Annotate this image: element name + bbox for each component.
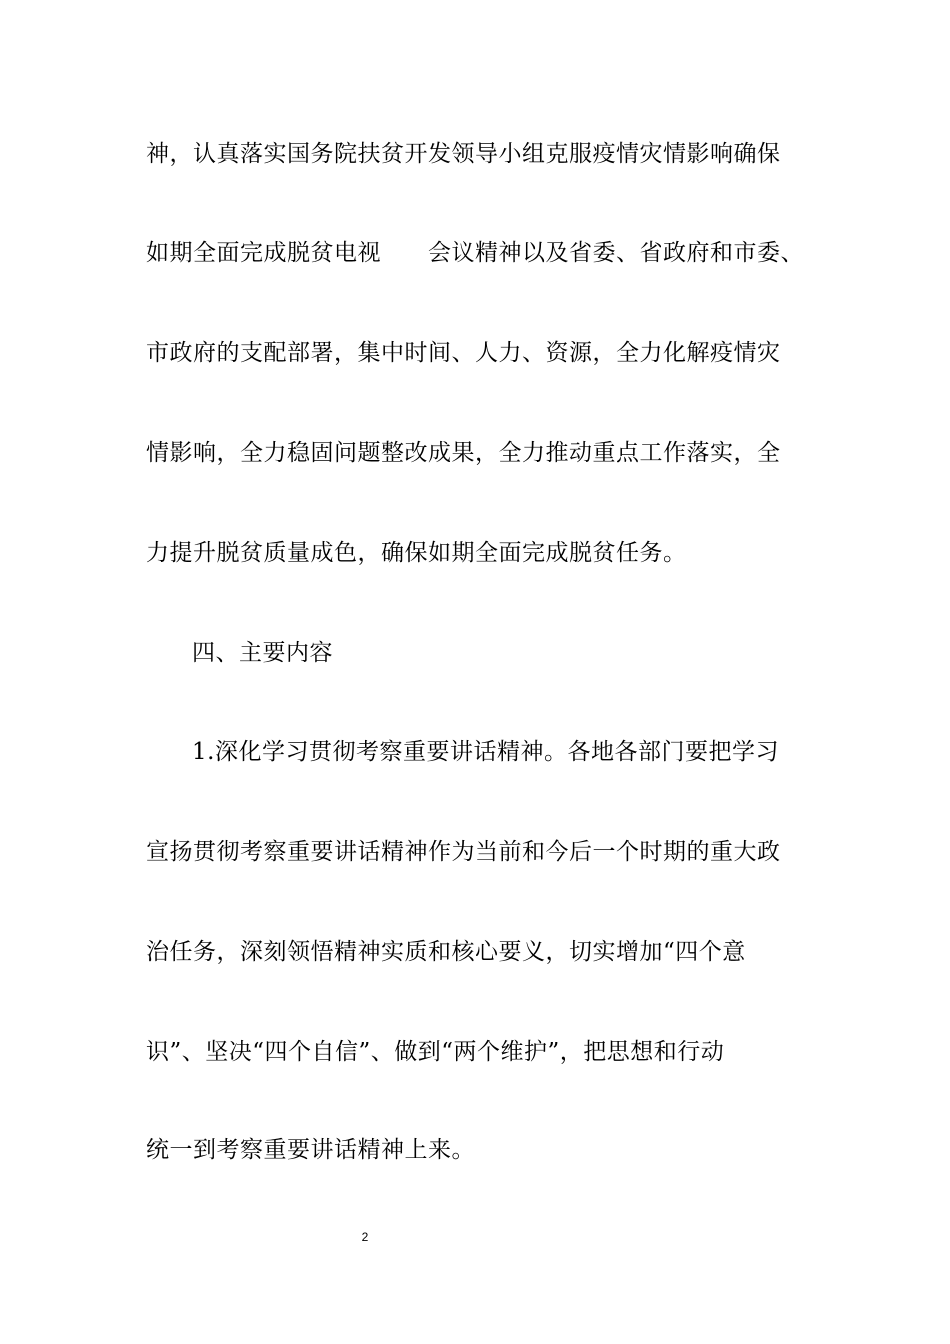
body-text-line: 情影响，全力稳固问题整改成果，全力推动重点工作落实，全 (146, 440, 781, 466)
body-text-line: 统一到考察重要讲话精神上来。 (146, 1137, 475, 1163)
page-number: 2 (361, 1230, 369, 1244)
section-heading: 四、主要内容 (192, 640, 333, 666)
body-text-line: 如期全面完成脱贫电视 会议精神以及省委、省政府和市委、 (146, 240, 804, 266)
body-text-line: 市政府的支配部署，集中时间、人力、资源，全力化解疫情灾 (146, 340, 781, 366)
body-text-line: 力提升脱贫质量成色，确保如期全面完成脱贫任务。 (146, 540, 687, 566)
body-text-line: 识”、坚决“四个自信”、做到“两个维护”，把思想和行动 (146, 1039, 725, 1065)
body-text-line: 神，认真落实国务院扶贫开发领导小组克服疫情灾情影响确保 (146, 141, 781, 167)
body-text-line: 宣扬贯彻考察重要讲话精神作为当前和今后一个时期的重大政 (146, 839, 781, 865)
body-text-line: 治任务，深刻领悟精神实质和核心要义，切实增加“四个意 (146, 939, 746, 965)
paragraph-first-line: 1.深化学习贯彻考察重要讲话精神。各地各部门要把学习 (192, 739, 779, 765)
